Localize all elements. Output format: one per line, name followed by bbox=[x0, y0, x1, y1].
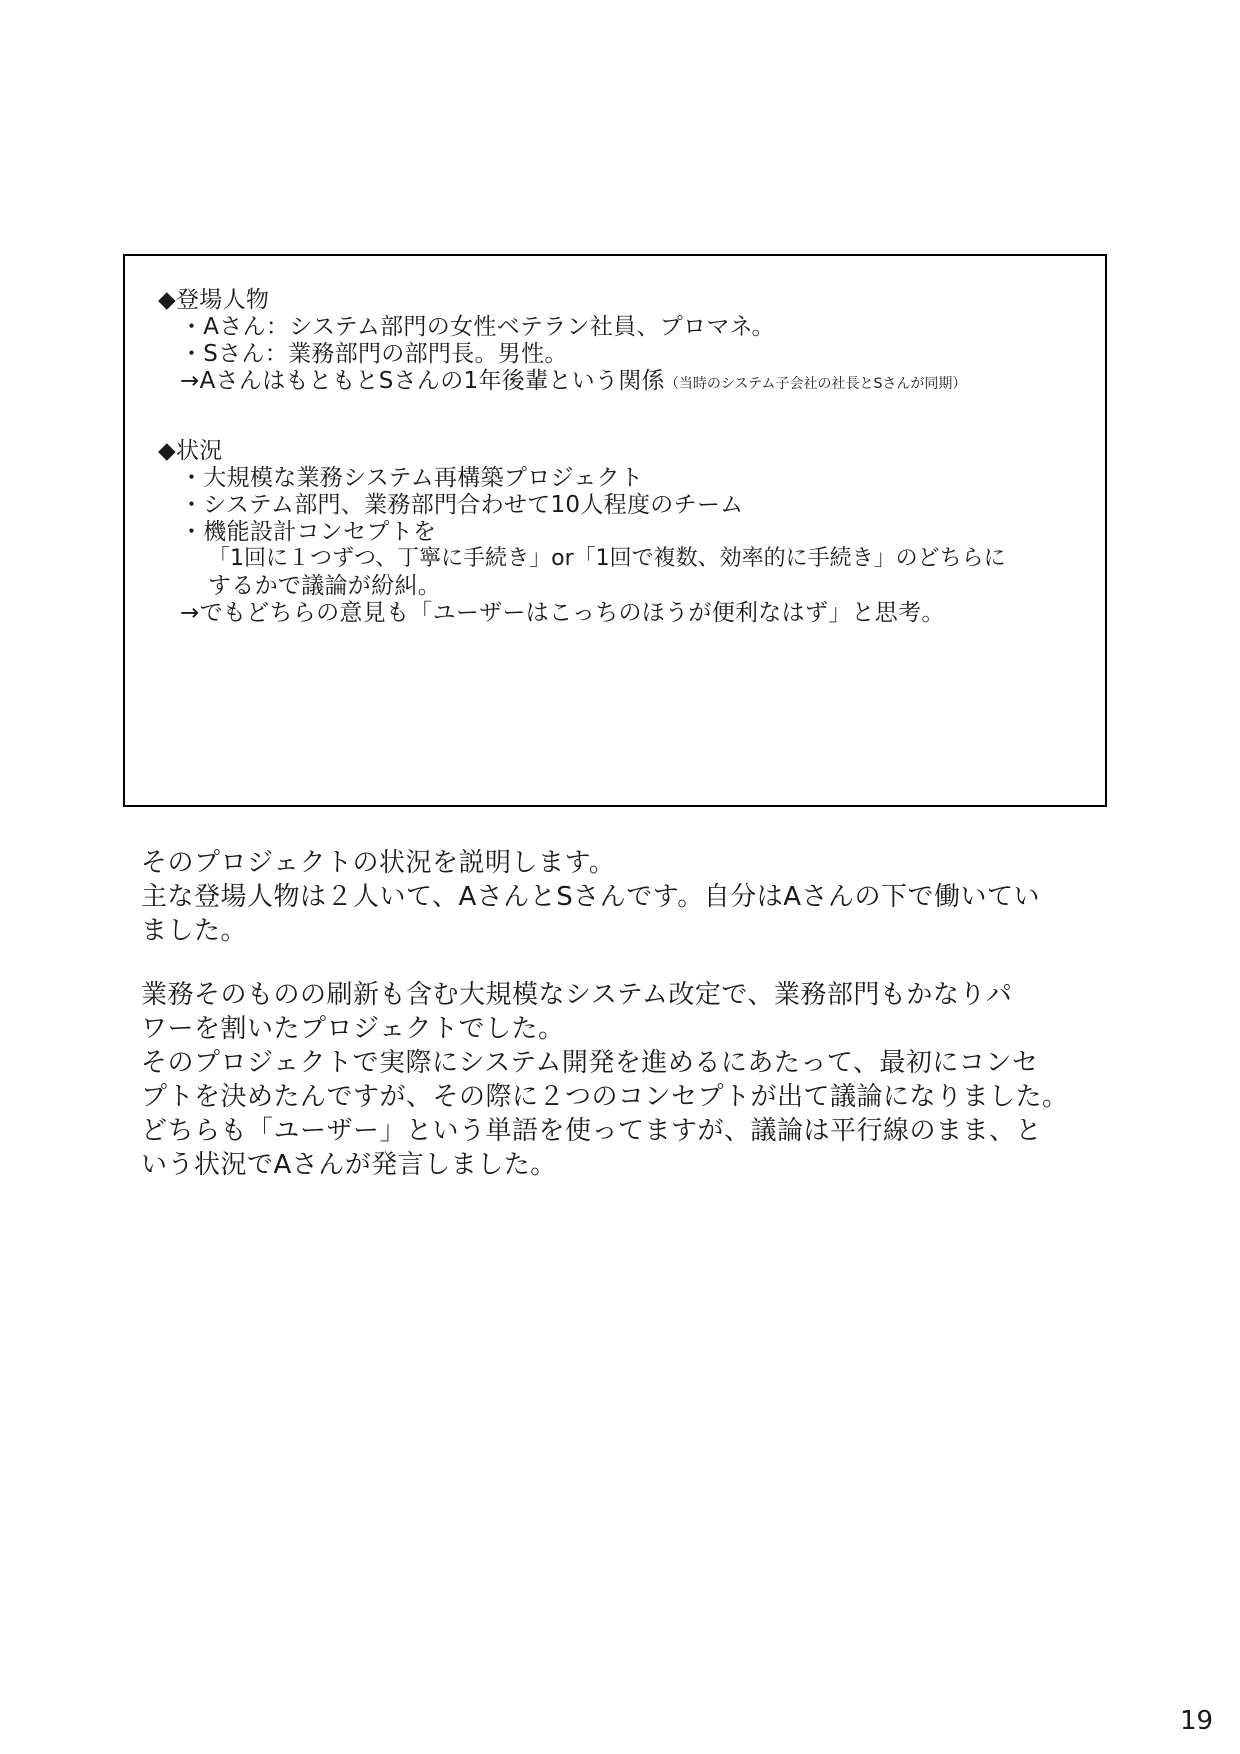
notes-line: そのプロジェクトで実際にシステム開発を進めるにあたって、最初にコンセ bbox=[141, 1048, 1039, 1078]
notes-line: ワーを割いたプロジェクトでした。 bbox=[141, 1014, 565, 1044]
situation-heading: ◆状況 bbox=[158, 438, 223, 464]
situation-item: ・大規模な業務システム再構築プロジェクト bbox=[180, 465, 644, 491]
relation-main-text: →AさんはもともとSさんの1年後輩という関係 bbox=[180, 368, 665, 394]
character-s-description: ・Sさん：業務部門の部門長。男性。 bbox=[180, 341, 568, 367]
slide-frame bbox=[123, 254, 1107, 807]
character-a-description: ・Aさん：システム部門の女性ベテラン社員、プロマネ。 bbox=[180, 314, 775, 340]
notes-line: そのプロジェクトの状況を説明します。 bbox=[141, 848, 616, 878]
concept-line: するかで議論が紛糾。 bbox=[208, 573, 441, 599]
notes-line: どちらも「ユーザー」という単語を使ってますが、議論は平行線のまま、と bbox=[141, 1116, 1043, 1146]
notes-line: 主な登場人物は２人いて、AさんとSさんです。自分はAさんの下で働いてい bbox=[141, 882, 1040, 912]
page-number: 19 bbox=[1180, 1706, 1214, 1736]
situation-item: ・システム部門、業務部門合わせて10人程度のチーム bbox=[180, 492, 744, 518]
notes-line: プトを決めたんですが、その際に２つのコンセプトが出て議論になりました。 bbox=[141, 1082, 1069, 1112]
concept-line: 「1回に１つずつ、丁寧に手続き」or「1回で複数、効率的に手続き」のどちらに bbox=[208, 546, 1006, 571]
notes-line: 業務そのものの刷新も含む大規模なシステム改定で、業務部門もかなりパ bbox=[141, 980, 1013, 1010]
characters-heading: ◆登場人物 bbox=[158, 287, 270, 313]
notes-line: ました。 bbox=[141, 916, 248, 946]
relation-note-text: （当時のシステム子会社の社長とSさんが同期） bbox=[664, 376, 967, 392]
situation-item: ・機能設計コンセプトを bbox=[180, 519, 437, 545]
relation-line bbox=[180, 367, 966, 398]
notes-line: いう状況でAさんが発言しました。 bbox=[141, 1150, 557, 1180]
conclusion-line: →でもどちらの意見も「ユーザーはこっちのほうが便利なはず」と思考。 bbox=[180, 600, 945, 626]
